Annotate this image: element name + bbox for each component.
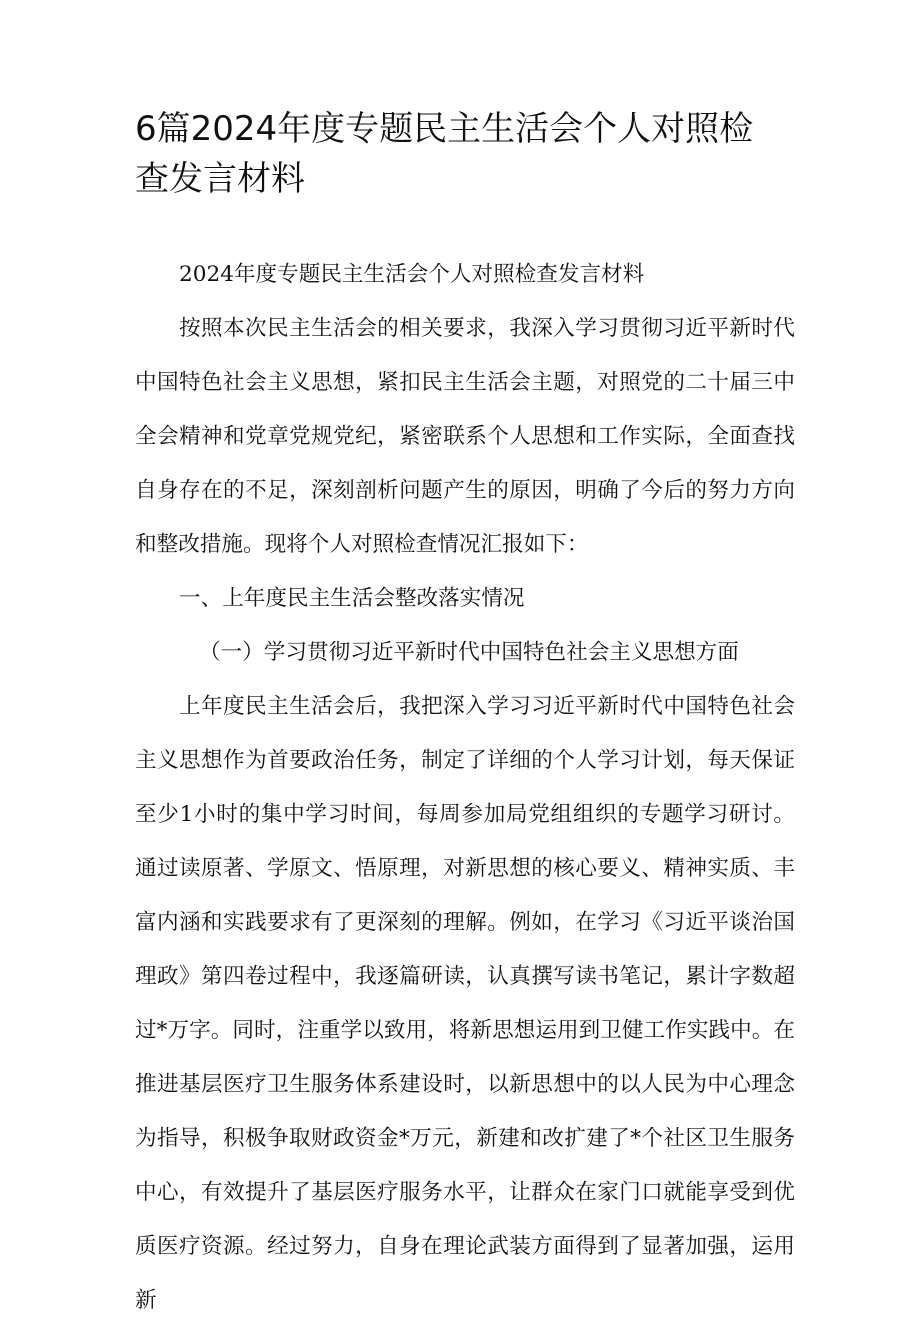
subsection-heading: （一）学习贯彻习近平新时代中国特色社会主义思想方面 [199,640,739,665]
body-paragraph: 上年度民主生活会后，我把深入学习习近平新时代中国特色社会主义思想作为首要政治任务，制定了详细的个人学习计划，每天保证至少1小时的集中学习时间，每周参加局党组组织的专题学习研讨。通过读原著、学原文、悟原理，对新思想的核心要义、精神实质、丰富内涵和实践要求有了更深刻的理解。例如，在学习《习近平谈治国理政》第四卷过程中，我逐篇研读，认真撰写读书笔记，累计字数超过*万字。同时，注重学以致用，将新思想运用到卫健工作实践中。在推进基层医疗卫生服务体系建设时，以新思想中的以人民为中心理念为指导，积极争取财政资金*万元，新建和改扩建了*个社区卫生服务中心，有效提升了基层医疗服务水平，让群众在家门口就能享受到优质医疗资源。经过努力，自身在理论武装方面得到了显著加强，运用新 [135,694,795,1313]
document-title: 6篇2024年度专题民主生活会个人对照检查发言材料 [135,109,754,199]
document-subtitle: 2024年度专题民主生活会个人对照检查发言材料 [179,262,645,287]
document-body [135,248,795,1328]
section-heading: 一、上年度民主生活会整改落实情况 [179,586,525,611]
intro-paragraph: 按照本次民主生活会的相关要求，我深入学习贯彻习近平新时代中国特色社会主义思想，紧扣民主生活会主题，对照党的二十届三中全会精神和党章党规党纪，紧密联系个人思想和工作实际，全面查找自身存在的不足，深刻剖析问题产生的原因，明确了今后的努力方向和整改措施。现将个人对照检查情况汇报如下： [135,316,795,557]
